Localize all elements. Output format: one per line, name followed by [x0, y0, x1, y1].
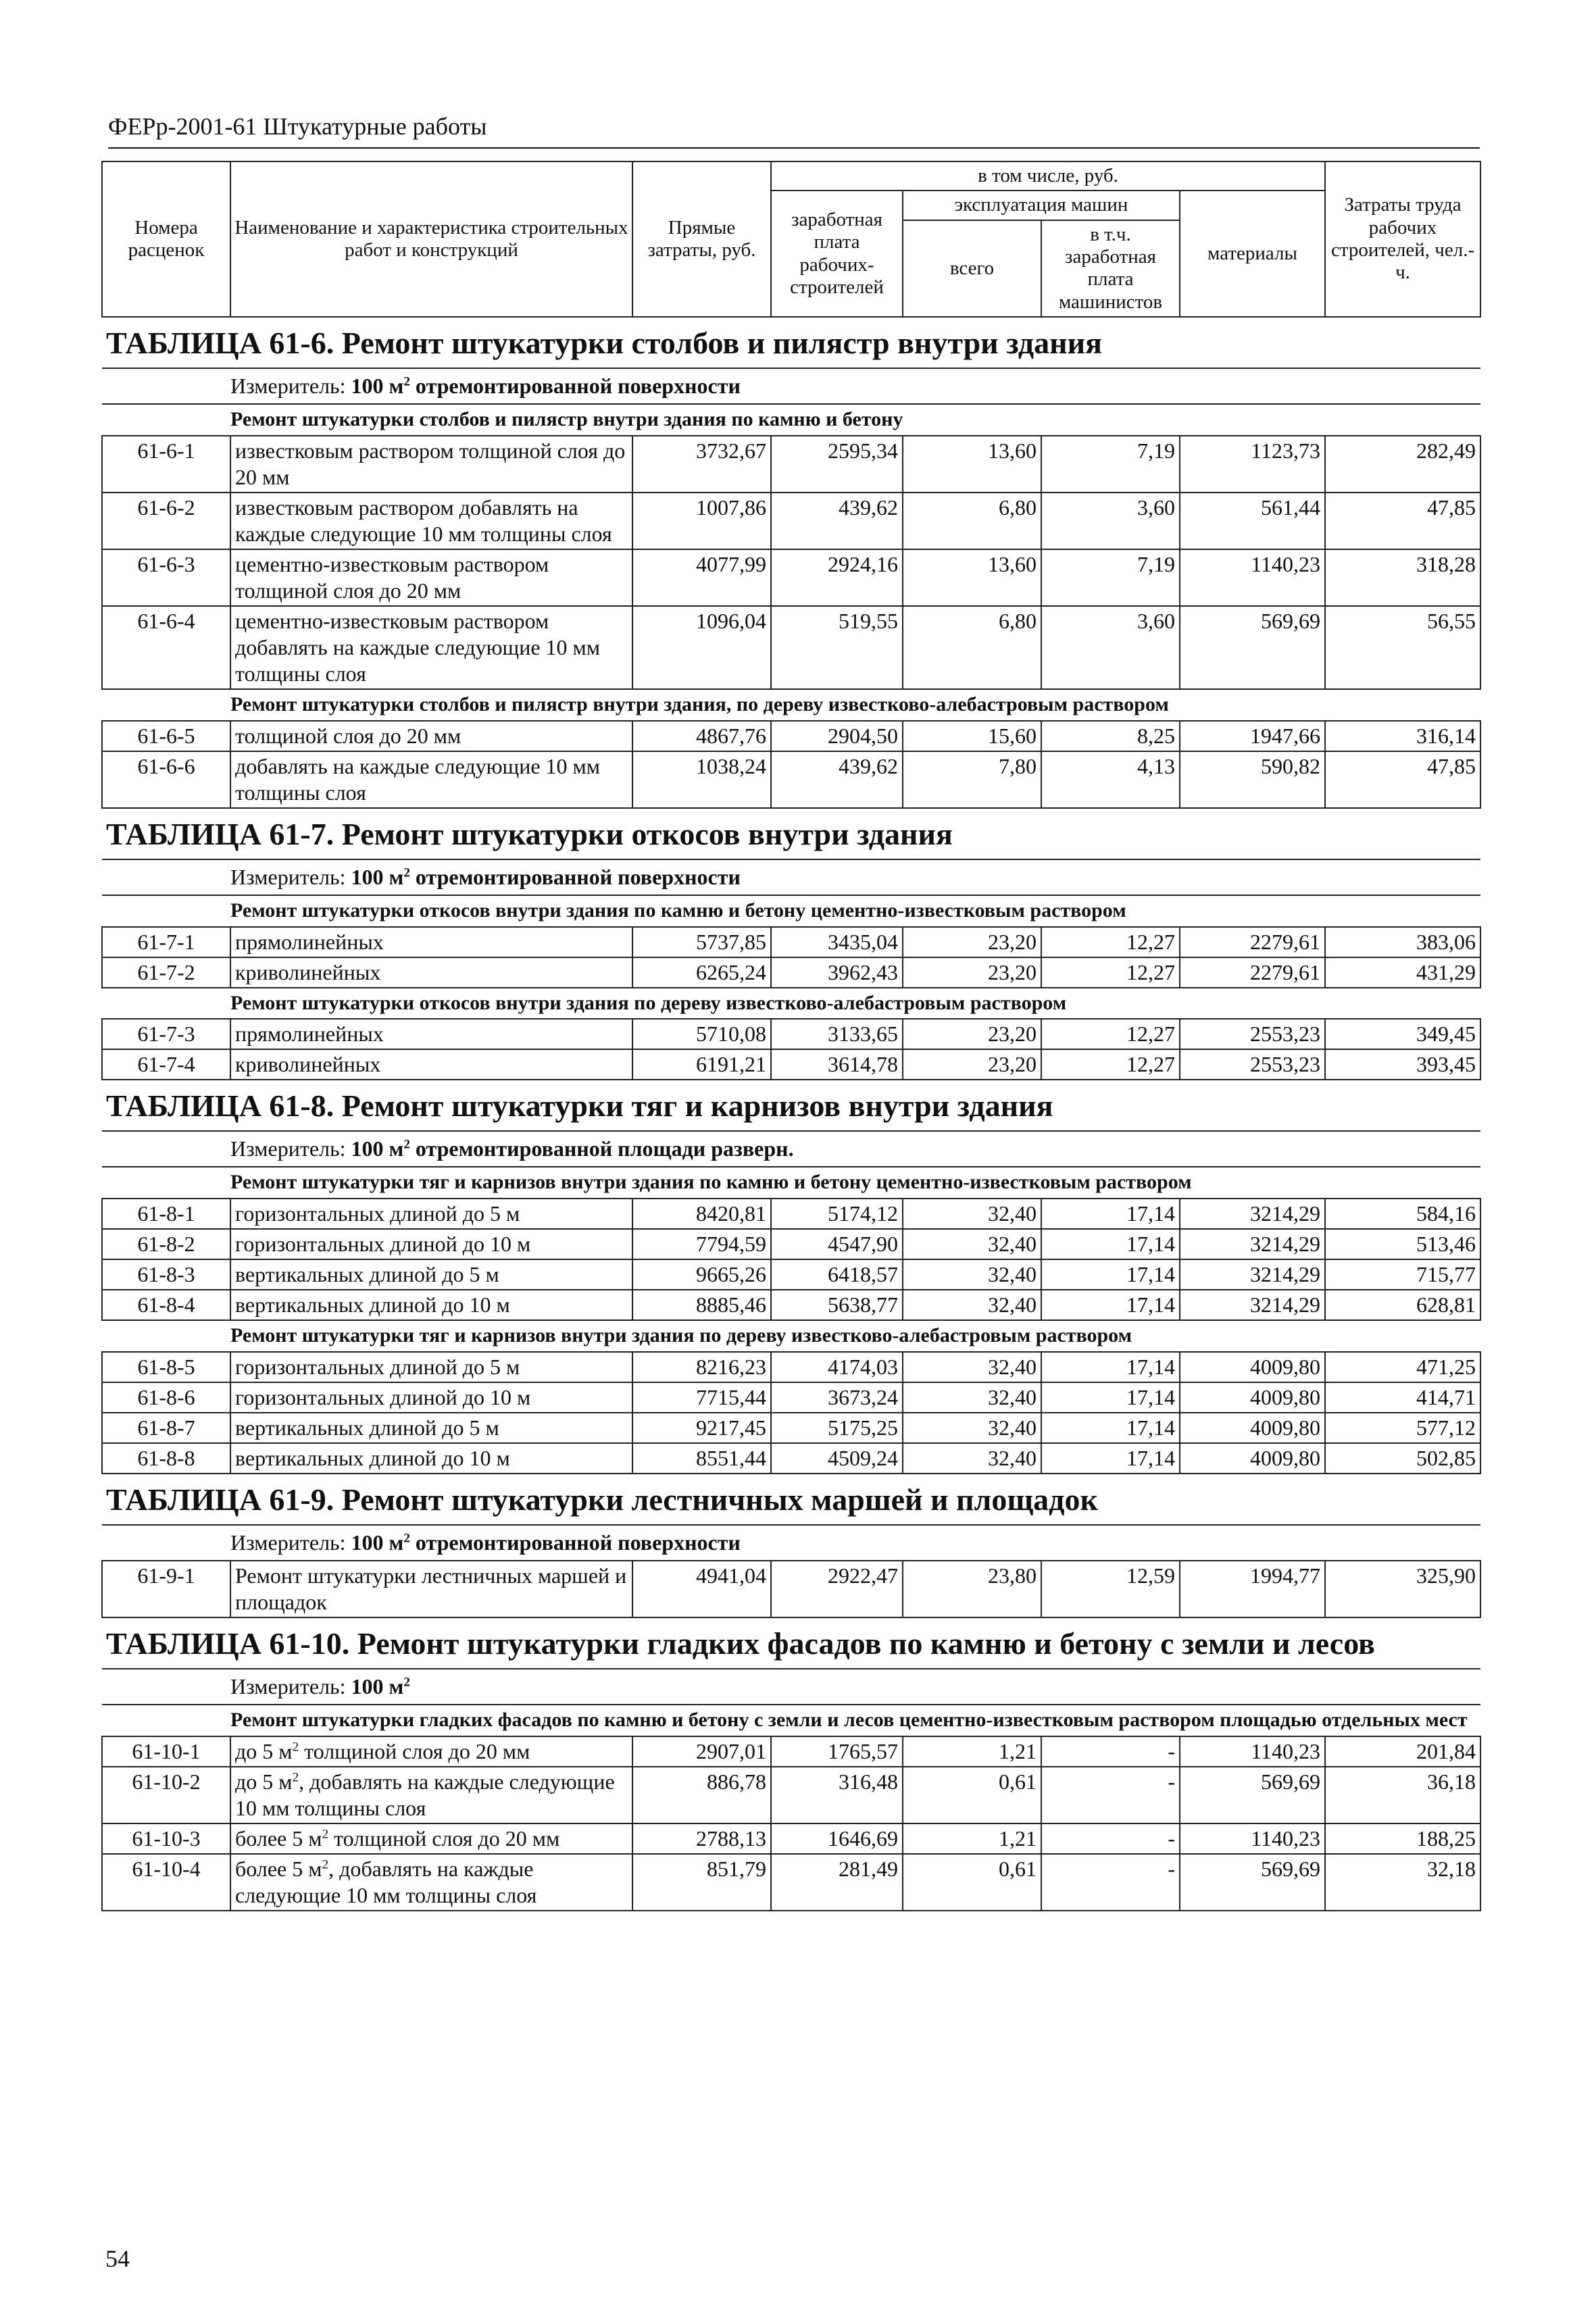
meter-row: [102, 1669, 1480, 1705]
col-name-header: Наименование и характеристика строительных работ и конструкций: [230, 161, 632, 317]
table-row: [102, 1561, 1480, 1617]
table-title: ТАБЛИЦА 61-8. Ремонт штукатурки тяг и карнизов внутри здания: [102, 1080, 1480, 1131]
rate-code: 61-7-4: [102, 1049, 230, 1080]
materials: 1140,23: [1180, 549, 1325, 606]
machines-total: 32,40: [903, 1413, 1041, 1443]
meter: [102, 1669, 1480, 1705]
materials: 4009,80: [1180, 1352, 1325, 1382]
work-name: цементно-известковым раствором добавлять на каждые следующие 10 мм толщины слоя: [230, 606, 632, 689]
meter-row: [102, 859, 1480, 895]
col-machines-header: эксплуатация машин: [903, 191, 1180, 220]
machines-wages: 17,14: [1041, 1413, 1180, 1443]
wages: 3133,65: [771, 1019, 903, 1049]
labor-costs: 316,14: [1325, 721, 1480, 751]
direct-costs: 5710,08: [632, 1019, 771, 1049]
meter-value: 100 $м^2$ отремонтированной площади разверн.: [351, 1136, 794, 1161]
work-name: известковым раствором толщиной слоя до 20 мм: [230, 436, 632, 493]
machines-wages: 12,27: [1041, 1019, 1180, 1049]
work-name: до 5 $м^2$, добавлять на каждые следующие 10 мм толщины слоя: [230, 1767, 632, 1823]
wages: 6418,57: [771, 1259, 903, 1290]
wages: 439,62: [771, 493, 903, 549]
table-title: ТАБЛИЦА 61-6. Ремонт штукатурки столбов и пилястр внутри здания: [102, 317, 1480, 368]
page-number: 54: [105, 2245, 130, 2272]
wages: 2904,50: [771, 721, 903, 751]
wages: 3614,78: [771, 1049, 903, 1080]
machines-total: 23,20: [903, 1049, 1041, 1080]
direct-costs: 8420,81: [632, 1199, 771, 1229]
rate-code: 61-8-4: [102, 1290, 230, 1320]
section-title: Ремонт штукатурки тяг и карнизов внутри здания по дереву известково-алебастровым раствором: [102, 1320, 1480, 1352]
materials: 569,69: [1180, 606, 1325, 689]
materials: 2279,61: [1180, 927, 1325, 957]
materials: 1140,23: [1180, 1823, 1325, 1854]
table-row: [102, 1049, 1480, 1080]
rate-code: 61-10-1: [102, 1736, 230, 1767]
table-row: [102, 1019, 1480, 1049]
table-row: [102, 549, 1480, 606]
materials: 4009,80: [1180, 1382, 1325, 1413]
col-materials-header: материалы: [1180, 191, 1325, 317]
wages: 5175,25: [771, 1413, 903, 1443]
meter-row: [102, 368, 1480, 404]
rate-code: 61-6-2: [102, 493, 230, 549]
direct-costs: 2907,01: [632, 1736, 771, 1767]
machines-total: 23,20: [903, 1019, 1041, 1049]
col-wages-header: заработная плата рабочих-строителей: [771, 191, 903, 317]
table-row: [102, 436, 1480, 493]
meter-label: Измеритель:: [230, 374, 346, 399]
labor-costs: 349,45: [1325, 1019, 1480, 1049]
col-direct-header: Прямые затраты, руб.: [632, 161, 771, 317]
table-title-row: [102, 808, 1480, 859]
col-machines-total-header: всего: [903, 220, 1041, 317]
wages: 2922,47: [771, 1561, 903, 1617]
direct-costs: 851,79: [632, 1854, 771, 1911]
materials: 3214,29: [1180, 1290, 1325, 1320]
meter: [102, 1525, 1480, 1561]
materials: 561,44: [1180, 493, 1325, 549]
materials: 569,69: [1180, 1854, 1325, 1911]
work-name: горизонтальных длиной до 10 м: [230, 1229, 632, 1259]
wages: 3962,43: [771, 957, 903, 988]
table-row: [102, 957, 1480, 988]
materials: 1123,73: [1180, 436, 1325, 493]
labor-costs: 502,85: [1325, 1443, 1480, 1474]
direct-costs: 1038,24: [632, 751, 771, 808]
machines-wages: 17,14: [1041, 1259, 1180, 1290]
table-title-row: [102, 1617, 1480, 1669]
wages: 281,49: [771, 1854, 903, 1911]
labor-costs: 201,84: [1325, 1736, 1480, 1767]
wages: 2924,16: [771, 549, 903, 606]
table-title-row: [102, 1474, 1480, 1525]
labor-costs: 32,18: [1325, 1854, 1480, 1911]
direct-costs: 5737,85: [632, 927, 771, 957]
labor-costs: 318,28: [1325, 549, 1480, 606]
materials: 3214,29: [1180, 1199, 1325, 1229]
machines-wages: 17,14: [1041, 1443, 1180, 1474]
work-name: прямолинейных: [230, 927, 632, 957]
meter-row: [102, 1525, 1480, 1561]
meter-value: 100 $м^2$ отремонтированной поверхности: [351, 1530, 741, 1555]
table-title-row: [102, 1080, 1480, 1131]
wages: 4174,03: [771, 1352, 903, 1382]
wages: 1765,57: [771, 1736, 903, 1767]
materials: 2553,23: [1180, 1049, 1325, 1080]
work-name: Ремонт штукатурки лестничных маршей и площадок: [230, 1561, 632, 1617]
meter-label: Измеритель:: [230, 1530, 346, 1555]
work-name: до 5 $м^2$ толщиной слоя до 20 мм: [230, 1736, 632, 1767]
rate-code: 61-8-6: [102, 1382, 230, 1413]
labor-costs: 471,25: [1325, 1352, 1480, 1382]
work-name: толщиной слоя до 20 мм: [230, 721, 632, 751]
rate-code: 61-8-7: [102, 1413, 230, 1443]
table-title-row: [102, 317, 1480, 368]
meter-label: Измеритель:: [230, 1136, 346, 1161]
machines-wages: -: [1041, 1823, 1180, 1854]
rate-code: 61-6-6: [102, 751, 230, 808]
materials: 569,69: [1180, 1767, 1325, 1823]
machines-total: 32,40: [903, 1352, 1041, 1382]
table-row: [102, 751, 1480, 808]
wages: 3435,04: [771, 927, 903, 957]
machines-total: 32,40: [903, 1259, 1041, 1290]
work-name: горизонтальных длиной до 5 м: [230, 1352, 632, 1382]
table-row: [102, 1199, 1480, 1229]
wages: 5638,77: [771, 1290, 903, 1320]
direct-costs: 6265,24: [632, 957, 771, 988]
rate-code: 61-7-1: [102, 927, 230, 957]
machines-total: 32,40: [903, 1382, 1041, 1413]
labor-costs: 383,06: [1325, 927, 1480, 957]
meter: [102, 1131, 1480, 1167]
materials: 1994,77: [1180, 1561, 1325, 1617]
labor-costs: 188,25: [1325, 1823, 1480, 1854]
labor-costs: 513,46: [1325, 1229, 1480, 1259]
table-title: ТАБЛИЦА 61-9. Ремонт штукатурки лестничных маршей и площадок: [102, 1474, 1480, 1525]
table-body: [102, 317, 1480, 1911]
machines-wages: 17,14: [1041, 1199, 1180, 1229]
machines-wages: -: [1041, 1854, 1180, 1911]
table-title: ТАБЛИЦА 61-10. Ремонт штукатурки гладких фасадов по камню и бетону с земли и лесов: [102, 1617, 1480, 1669]
col-code-header: Номера расценок: [102, 161, 230, 317]
section-title: Ремонт штукатурки откосов внутри здания по камню и бетону цементно-известковым раствором: [102, 895, 1480, 927]
machines-wages: 12,27: [1041, 927, 1180, 957]
rate-code: 61-6-3: [102, 549, 230, 606]
direct-costs: 2788,13: [632, 1823, 771, 1854]
machines-total: 13,60: [903, 436, 1041, 493]
meter-label: Измеритель:: [230, 1674, 346, 1699]
machines-wages: 17,14: [1041, 1229, 1180, 1259]
rate-code: 61-7-3: [102, 1019, 230, 1049]
direct-costs: 886,78: [632, 1767, 771, 1823]
wages: 5174,12: [771, 1199, 903, 1229]
materials: 4009,80: [1180, 1413, 1325, 1443]
table-row: [102, 1229, 1480, 1259]
labor-costs: 414,71: [1325, 1382, 1480, 1413]
rate-code: 61-6-5: [102, 721, 230, 751]
col-machines-wages-header: в т.ч. заработная плата машинистов: [1041, 220, 1180, 317]
work-name: более 5 $м^2$, добавлять на каждые следующие 10 мм толщины слоя: [230, 1854, 632, 1911]
machines-total: 7,80: [903, 751, 1041, 808]
rate-code: 61-8-3: [102, 1259, 230, 1290]
machines-wages: 17,14: [1041, 1382, 1180, 1413]
materials: 2553,23: [1180, 1019, 1325, 1049]
section-title-row: [102, 1320, 1480, 1352]
labor-costs: 47,85: [1325, 751, 1480, 808]
section-title-row: [102, 895, 1480, 927]
table-row: [102, 1413, 1480, 1443]
labor-costs: 282,49: [1325, 436, 1480, 493]
work-name: цементно-известковым раствором толщиной слоя до 20 мм: [230, 549, 632, 606]
table-row: [102, 493, 1480, 549]
section-title-row: [102, 1167, 1480, 1199]
table-row: [102, 1736, 1480, 1767]
rate-code: 61-8-2: [102, 1229, 230, 1259]
direct-costs: 8216,23: [632, 1352, 771, 1382]
machines-wages: 17,14: [1041, 1290, 1180, 1320]
work-name: вертикальных длиной до 10 м: [230, 1290, 632, 1320]
table-row: [102, 1259, 1480, 1290]
direct-costs: 4867,76: [632, 721, 771, 751]
meter: [102, 368, 1480, 404]
meter-value: 100 $м^2$: [351, 1674, 410, 1699]
rate-code: 61-8-8: [102, 1443, 230, 1474]
machines-total: 23,20: [903, 957, 1041, 988]
rate-code: 61-7-2: [102, 957, 230, 988]
direct-costs: 1007,86: [632, 493, 771, 549]
meter-row: [102, 1131, 1480, 1167]
direct-costs: 4941,04: [632, 1561, 771, 1617]
materials: 1140,23: [1180, 1736, 1325, 1767]
labor-costs: 56,55: [1325, 606, 1480, 689]
table-row: [102, 1767, 1480, 1823]
labor-costs: 431,29: [1325, 957, 1480, 988]
materials: 2279,61: [1180, 957, 1325, 988]
machines-total: 32,40: [903, 1229, 1041, 1259]
table-row: [102, 721, 1480, 751]
section-title-row: [102, 988, 1480, 1020]
wages: 4547,90: [771, 1229, 903, 1259]
labor-costs: 715,77: [1325, 1259, 1480, 1290]
work-name: криволинейных: [230, 1049, 632, 1080]
labor-costs: 36,18: [1325, 1767, 1480, 1823]
machines-wages: 7,19: [1041, 549, 1180, 606]
machines-total: 0,61: [903, 1767, 1041, 1823]
wages: 4509,24: [771, 1443, 903, 1474]
table-row: [102, 1823, 1480, 1854]
machines-wages: -: [1041, 1767, 1180, 1823]
machines-total: 1,21: [903, 1823, 1041, 1854]
wages: 3673,24: [771, 1382, 903, 1413]
labor-costs: 584,16: [1325, 1199, 1480, 1229]
rate-code: 61-9-1: [102, 1561, 230, 1617]
section-title-row: [102, 404, 1480, 436]
machines-total: 23,20: [903, 927, 1041, 957]
work-name: вертикальных длиной до 5 м: [230, 1259, 632, 1290]
machines-total: 0,61: [903, 1854, 1041, 1911]
wages: 2595,34: [771, 436, 903, 493]
direct-costs: 8885,46: [632, 1290, 771, 1320]
direct-costs: 3732,67: [632, 436, 771, 493]
work-name: вертикальных длиной до 5 м: [230, 1413, 632, 1443]
rate-code: 61-6-4: [102, 606, 230, 689]
materials: 3214,29: [1180, 1229, 1325, 1259]
machines-wages: -: [1041, 1736, 1180, 1767]
rates-table: [101, 161, 1481, 1911]
col-incl-header: в том числе, руб.: [771, 161, 1325, 191]
direct-costs: 8551,44: [632, 1443, 771, 1474]
rate-code: 61-10-2: [102, 1767, 230, 1823]
meter-value: 100 $м^2$ отремонтированной поверхности: [351, 864, 741, 889]
machines-wages: 17,14: [1041, 1352, 1180, 1382]
col-labor-header: Затраты труда рабочих строителей, чел.-ч.: [1325, 161, 1480, 317]
meter-value: 100 $м^2$ отремонтированной поверхности: [351, 374, 741, 399]
meter-label: Измеритель:: [230, 864, 346, 889]
machines-wages: 7,19: [1041, 436, 1180, 493]
work-name: прямолинейных: [230, 1019, 632, 1049]
machines-total: 15,60: [903, 721, 1041, 751]
wages: 439,62: [771, 751, 903, 808]
table-title: ТАБЛИЦА 61-7. Ремонт штукатурки откосов внутри здания: [102, 808, 1480, 859]
rate-code: 61-10-3: [102, 1823, 230, 1854]
header-rule: [108, 147, 1480, 149]
table-row: [102, 1854, 1480, 1911]
section-title: Ремонт штукатурки гладких фасадов по камню и бетону с земли и лесов цементно-известковым раствором площадью отдельных мест: [102, 1705, 1480, 1736]
machines-total: 13,60: [903, 549, 1041, 606]
work-name: вертикальных длиной до 10 м: [230, 1443, 632, 1474]
machines-wages: 8,25: [1041, 721, 1180, 751]
labor-costs: 628,81: [1325, 1290, 1480, 1320]
table-row: [102, 1290, 1480, 1320]
direct-costs: 9665,26: [632, 1259, 771, 1290]
machines-total: 23,80: [903, 1561, 1041, 1617]
labor-costs: 47,85: [1325, 493, 1480, 549]
section-title: Ремонт штукатурки столбов и пилястр внутри здания по камню и бетону: [102, 404, 1480, 436]
machines-wages: 3,60: [1041, 606, 1180, 689]
section-title-row: [102, 689, 1480, 721]
materials: 1947,66: [1180, 721, 1325, 751]
machines-total: 1,21: [903, 1736, 1041, 1767]
machines-total: 32,40: [903, 1199, 1041, 1229]
machines-wages: 4,13: [1041, 751, 1180, 808]
running-header: ФЕРр-2001-61 Штукатурные работы: [108, 113, 487, 140]
direct-costs: 7715,44: [632, 1382, 771, 1413]
wages: 316,48: [771, 1767, 903, 1823]
work-name: горизонтальных длиной до 10 м: [230, 1382, 632, 1413]
section-title-row: [102, 1705, 1480, 1736]
rate-code: 61-6-1: [102, 436, 230, 493]
rate-code: 61-10-4: [102, 1854, 230, 1911]
rate-code: 61-8-1: [102, 1199, 230, 1229]
direct-costs: 6191,21: [632, 1049, 771, 1080]
table-row: [102, 606, 1480, 689]
direct-costs: 7794,59: [632, 1229, 771, 1259]
machines-wages: 12,27: [1041, 1049, 1180, 1080]
machines-total: 32,40: [903, 1443, 1041, 1474]
machines-wages: 3,60: [1041, 493, 1180, 549]
meter: [102, 859, 1480, 895]
labor-costs: 325,90: [1325, 1561, 1480, 1617]
wages: 1646,69: [771, 1823, 903, 1854]
machines-total: 6,80: [903, 606, 1041, 689]
materials: 590,82: [1180, 751, 1325, 808]
rate-code: 61-8-5: [102, 1352, 230, 1382]
machines-total: 32,40: [903, 1290, 1041, 1320]
table-row: [102, 1443, 1480, 1474]
work-name: более 5 $м^2$ толщиной слоя до 20 мм: [230, 1823, 632, 1854]
work-name: горизонтальных длиной до 5 м: [230, 1199, 632, 1229]
machines-wages: 12,59: [1041, 1561, 1180, 1617]
work-name: криволинейных: [230, 957, 632, 988]
table-row: [102, 927, 1480, 957]
work-name: известковым раствором добавлять на каждые следующие 10 мм толщины слоя: [230, 493, 632, 549]
section-title: Ремонт штукатурки тяг и карнизов внутри здания по камню и бетону цементно-известковым раствором: [102, 1167, 1480, 1199]
section-title: Ремонт штукатурки столбов и пилястр внутри здания, по дереву известково-алебастровым раствором: [102, 689, 1480, 721]
table-row: [102, 1382, 1480, 1413]
rates-sheet: [101, 161, 1480, 1911]
labor-costs: 393,45: [1325, 1049, 1480, 1080]
work-name: добавлять на каждые следующие 10 мм толщины слоя: [230, 751, 632, 808]
materials: 4009,80: [1180, 1443, 1325, 1474]
direct-costs: 4077,99: [632, 549, 771, 606]
direct-costs: 1096,04: [632, 606, 771, 689]
section-title: Ремонт штукатурки откосов внутри здания по дереву известково-алебастровым раствором: [102, 988, 1480, 1020]
labor-costs: 577,12: [1325, 1413, 1480, 1443]
direct-costs: 9217,45: [632, 1413, 771, 1443]
machines-total: 6,80: [903, 493, 1041, 549]
table-header: [102, 161, 1480, 317]
wages: 519,55: [771, 606, 903, 689]
materials: 3214,29: [1180, 1259, 1325, 1290]
machines-wages: 12,27: [1041, 957, 1180, 988]
table-row: [102, 1352, 1480, 1382]
